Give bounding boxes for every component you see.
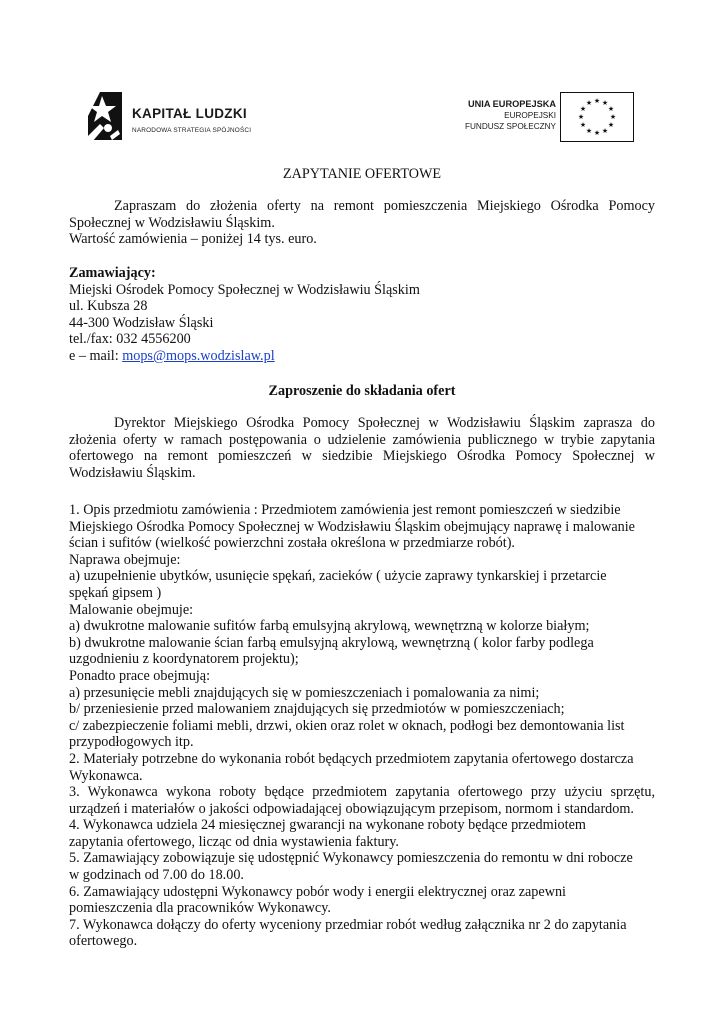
painting-b-line-2: uzgodnieniu z koordynatorem projektu); xyxy=(69,651,299,668)
svg-text:★: ★ xyxy=(593,97,601,105)
item-1-line-2: Miejskiego Ośrodka Pomocy Społecznej w Wodzisławiu Śląskim obejmujący naprawę i malowanie xyxy=(69,518,635,535)
additional-c-line-1: c/ zabezpieczenie foliami mebli, drzwi, okien oraz rolet w oknach, podłogi bez demontowania list xyxy=(69,717,625,734)
svg-text:★: ★ xyxy=(579,121,587,129)
item-5-line-2: w godzinach od 7.00 do 18.00. xyxy=(69,867,244,884)
additional-a: a) przesunięcie mebli znajdujących się w pomieszczeniach i pomalowania za nimi; xyxy=(69,684,540,701)
section-title: Zaproszenie do składania ofert xyxy=(268,383,456,399)
svg-text:★: ★ xyxy=(579,105,587,113)
email-line xyxy=(69,348,655,365)
invitation-paragraph: Dyrektor Miejskiego Ośrodka Pomocy Społecznej w Wodzisławiu Śląskim zaprasza do złożenia oferty w ramach postępowania o udzielenie zamówienia publicznego w trybie zapytania ofertowego na remont pomieszczeń w siedzibie Miejskiego Ośrodka Pomocy Społecznej w Wodzisławiu Śląskim. xyxy=(69,415,655,481)
svg-text:★: ★ xyxy=(585,99,593,107)
svg-text:★: ★ xyxy=(607,121,615,129)
email-prefix: e – mail: xyxy=(69,347,123,364)
svg-text:★: ★ xyxy=(601,99,609,107)
order-value: Wartość zamówienia – poniżej 14 tys. euro. xyxy=(69,231,317,248)
svg-text:★: ★ xyxy=(601,127,609,135)
item-1-line-1: 1. Opis przedmiotu zamówienia : Przedmiotem zamówienia jest remont pomieszczeń w siedzibie xyxy=(69,502,621,518)
ordering-party-section xyxy=(69,265,655,365)
painting-a: a) dwukrotne malowanie sufitów farbą emulsyjną akrylową, wewnętrzną w kolorze białym; xyxy=(69,618,590,635)
eu-line-1: UNIA EUROPEJSKA xyxy=(468,99,556,109)
eu-logo xyxy=(440,92,634,144)
painting-b-line-1: b) dwukrotne malowanie ścian farbą emulsyjną akrylową, wewnętrzną ( kolor farby podlega xyxy=(69,634,594,651)
kapital-ludzki-title: KAPITAŁ LUDZKI xyxy=(132,106,247,121)
ordering-party-label: Zamawiający: xyxy=(69,265,156,281)
intro-paragraph: Zapraszam do złożenia oferty na remont pomieszczenia Miejskiego Ośrodka Pomocy Społecznej w Wodzisławiu Śląskim. xyxy=(69,198,655,231)
eu-logo-text xyxy=(465,98,556,132)
repair-a-line-1: a) uzupełnienie ubytków, usunięcie spękań, zacieków ( użycie zaprawy tynkarskiej i przetarcie xyxy=(69,568,607,585)
additional-c-line-2: przypodłogowych itp. xyxy=(69,734,194,751)
svg-text:★: ★ xyxy=(585,127,593,135)
item-4-line-1: 4. Wykonawca udziela 24 miesięcznej gwarancji na wykonane roboty będące przedmiotem xyxy=(69,817,586,834)
email-link[interactable]: mops@mops.wodzislaw.pl xyxy=(122,347,275,364)
eu-flag-icon xyxy=(560,92,634,142)
address-street: ul. Kubsza 28 xyxy=(69,298,148,315)
document-title: ZAPYTANIE OFERTOWE xyxy=(282,166,442,182)
repair-a-line-2: spękań gipsem ) xyxy=(69,584,162,601)
kapital-ludzki-logo xyxy=(86,92,276,142)
ordering-party-name: Miejski Ośrodek Pomocy Społecznej w Wodzisławiu Śląskim xyxy=(69,281,420,298)
intro-section xyxy=(69,198,655,248)
additional-works-label: Ponadto prace obejmują: xyxy=(69,667,211,684)
item-6-line-2: pomieszczenia dla pracowników Wykonawcy. xyxy=(69,900,331,917)
svg-text:★: ★ xyxy=(607,105,615,113)
conditions-list xyxy=(69,502,655,950)
item-2-line-1: 2. Materiały potrzebne do wykonania robót będących przedmiotem zapytania ofertowego dostarcza xyxy=(69,750,634,767)
invitation-section xyxy=(69,415,655,481)
additional-b: b/ przeniesienie przed malowaniem znajdujących się przedmiotów w pomieszczeniach; xyxy=(69,701,565,718)
svg-text:★: ★ xyxy=(593,129,601,137)
item-6-line-1: 6. Zamawiający udostępni Wykonawcy pobór wody i energii elektrycznej oraz zapewni xyxy=(69,883,566,900)
svg-text:★: ★ xyxy=(609,113,617,121)
item-3: 3. Wykonawca wykona roboty będące przedmiotem zapytania ofertowego przy użyciu sprzętu, urządzeń i materiałów o jakości odpowiadającej obowiązującym przepisom, normom i standardom. xyxy=(69,784,655,817)
item-2-line-2: Wykonawca. xyxy=(69,767,143,784)
item-4-line-2: zapytania ofertowego, licząc od dnia wystawienia faktury. xyxy=(69,833,399,850)
eu-line-2: EUROPEJSKI xyxy=(504,111,556,120)
painting-label: Malowanie obejmuje: xyxy=(69,601,194,618)
address-city: 44-300 Wodzisław Śląski xyxy=(69,314,214,331)
svg-text:★: ★ xyxy=(577,113,585,121)
kapital-ludzki-mark-icon xyxy=(86,92,124,142)
repair-label: Naprawa obejmuje: xyxy=(69,551,181,568)
item-7-line-2: ofertowego. xyxy=(69,933,138,950)
eu-line-3: FUNDUSZ SPOŁECZNY xyxy=(465,122,556,131)
phone-fax: tel./fax: 032 4556200 xyxy=(69,331,191,348)
item-7-line-1: 7. Wykonawca dołączy do oferty wyceniony przedmiar robót według załącznika nr 2 do zapytania xyxy=(69,916,627,933)
item-1-line-3: ścian i sufitów (wielkość powierzchni została określona w przedmiarze robót). xyxy=(69,535,515,552)
item-5-line-1: 5. Zamawiający zobowiązuje się udostępnić Wykonawcy pomieszczenia do remontu w dni robocze xyxy=(69,850,633,867)
kapital-ludzki-subtitle: NARODOWA STRATEGIA SPÓJNOŚCI xyxy=(132,127,252,134)
